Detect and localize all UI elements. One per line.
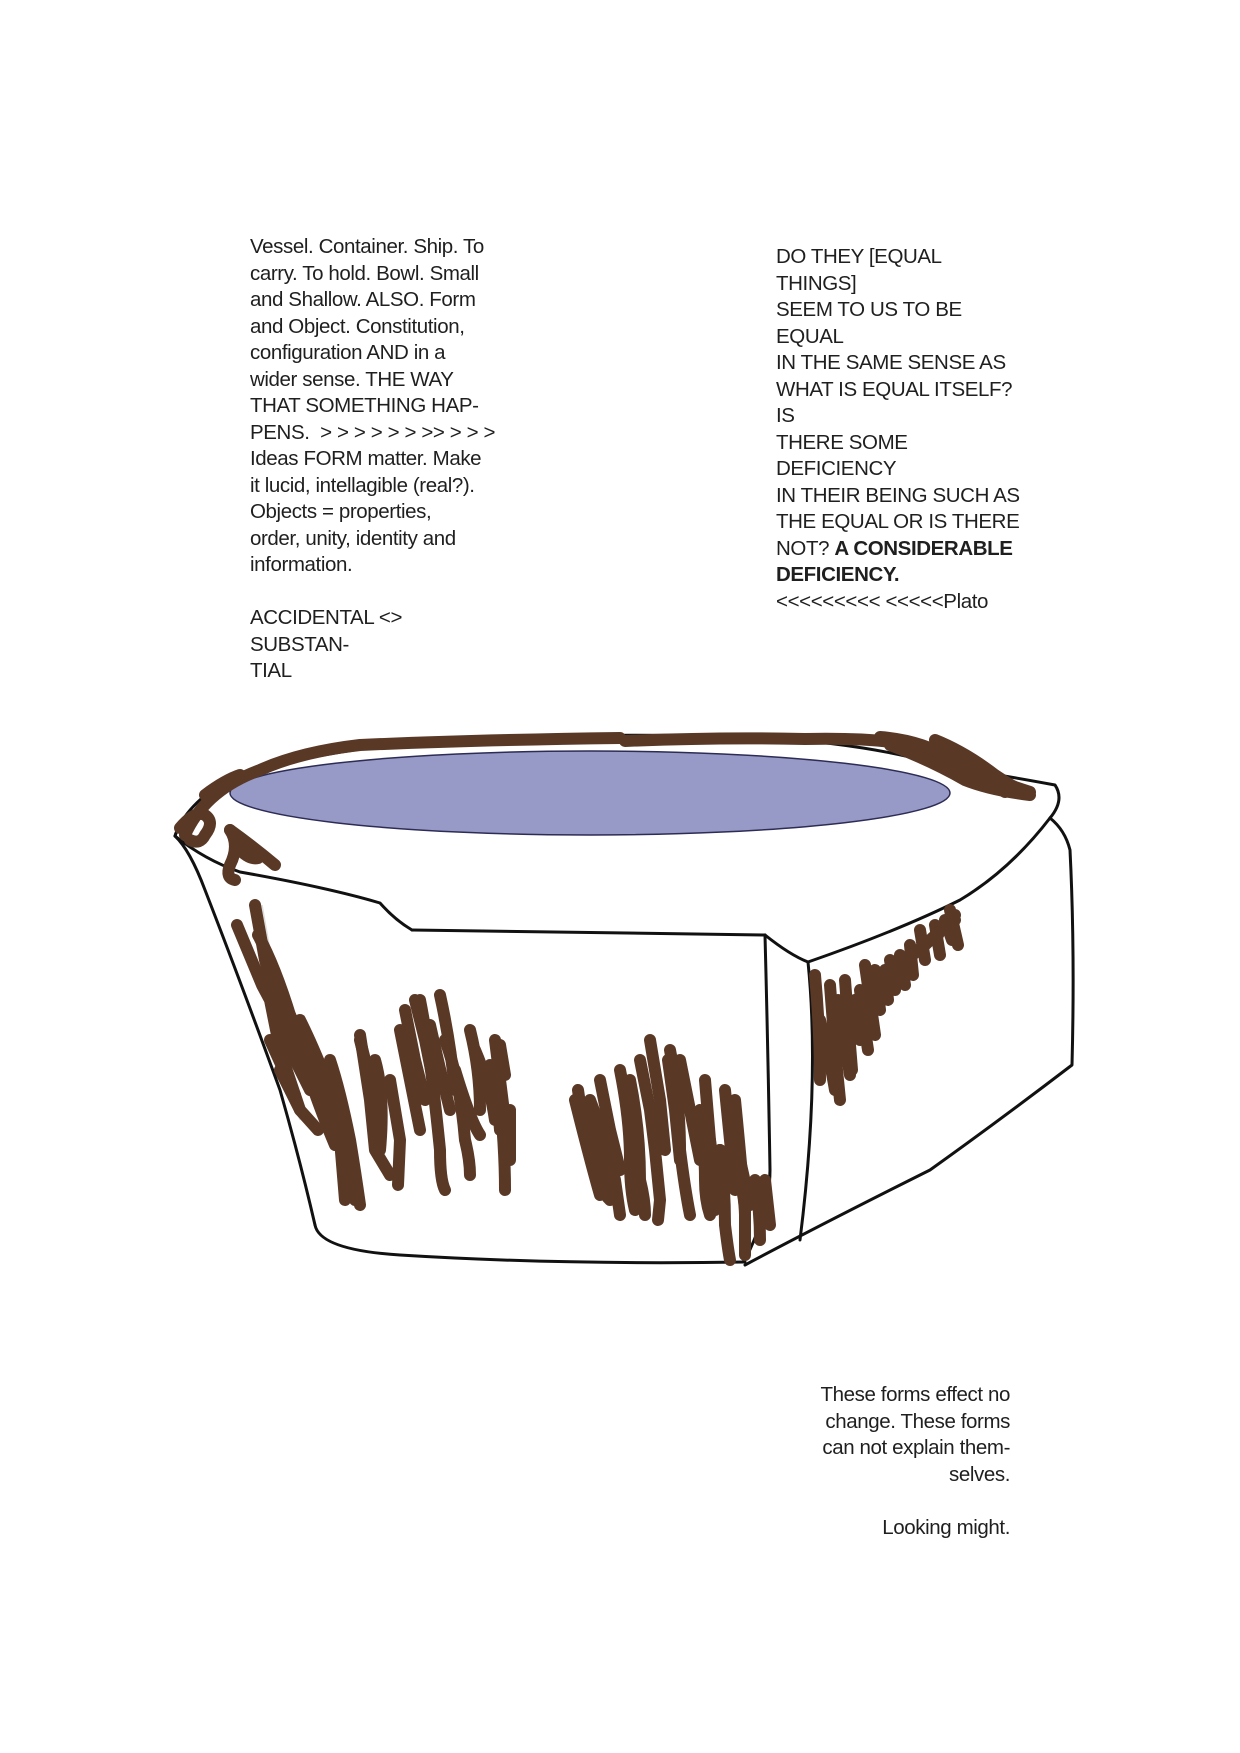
wall-scribble	[500, 1045, 505, 1075]
left-text-line: Ideas FORM matter. Make	[250, 447, 482, 470]
water-surface	[230, 751, 950, 835]
left-text-line: Vessel. Container. Ship. To	[250, 235, 484, 258]
quote-line: IN THE SAME SENSE AS	[776, 351, 1006, 374]
quote-line: WHAT IS EQUAL ITSELF? IS	[776, 377, 1018, 427]
bowl-right-edge	[765, 935, 808, 962]
wall-scribble	[375, 1060, 382, 1150]
closing-text-block	[770, 1382, 1010, 1541]
left-text-line: carry. To hold. Bowl. Small	[250, 261, 479, 285]
wall-scribble	[740, 1180, 745, 1215]
left-text-line: PENS. > > > > > > >> > > >	[250, 420, 496, 444]
left-text-line: information.	[250, 553, 353, 576]
closing-text-line: change. These forms	[825, 1409, 1010, 1433]
wall-scribble	[875, 970, 880, 1010]
quote-line: THE EQUAL OR IS THERE	[776, 510, 1020, 533]
quote-line: THERE SOME DEFICIENCY	[776, 430, 913, 480]
left-text-line-accidental: TIAL	[250, 659, 292, 682]
left-text-line: THAT SOMETHING HAP-	[250, 394, 479, 417]
quote-emphasis-line: DEFICIENCY.	[776, 563, 900, 586]
left-text-line-accidental: ACCIDENTAL <> SUBSTAN-	[250, 606, 408, 656]
left-text-line: order, unity, identity and	[250, 526, 456, 550]
closing-text-line: can not explain them-	[822, 1436, 1010, 1459]
wall-scribble	[765, 1180, 770, 1225]
left-text-line: Objects = properties,	[250, 500, 432, 523]
left-text-line: it lucid, intellagible (real?).	[250, 473, 475, 497]
bowl-inner-rim	[175, 836, 412, 930]
bowl-right-edge	[800, 962, 813, 1240]
quote-line: IN THEIR BEING SUCH AS	[776, 483, 1020, 507]
bowl-front-top-edge	[412, 930, 765, 935]
left-text-line: and Shallow. ALSO. Form	[250, 288, 476, 311]
left-text-line: configuration AND in a	[250, 341, 446, 364]
closing-phrase: Looking might.	[882, 1515, 1010, 1539]
left-text-line: and Object. Constitution,	[250, 314, 465, 338]
bowl-right-wall	[745, 818, 1073, 1265]
wall-scribble	[755, 1180, 760, 1240]
bowl-bottom-edge	[315, 1225, 745, 1263]
paragraph-gap	[770, 1488, 1010, 1515]
left-text-line: wider sense. THE WAY	[250, 367, 454, 391]
closing-text-line: These forms effect no	[820, 1383, 1010, 1406]
wall-scribble	[845, 980, 852, 1070]
closing-text-line: selves.	[948, 1462, 1010, 1486]
quote-emphasis: A CONSIDERABLE	[834, 536, 1013, 560]
quote-line: SEEM TO US TO BE EQUAL	[776, 298, 968, 348]
quote-plain-text: NOT?	[776, 536, 835, 560]
quote-line: DO THEY [EQUAL THINGS]	[776, 245, 946, 295]
quote-attribution: <<<<<<<<< <<<<<Plato	[776, 589, 989, 613]
